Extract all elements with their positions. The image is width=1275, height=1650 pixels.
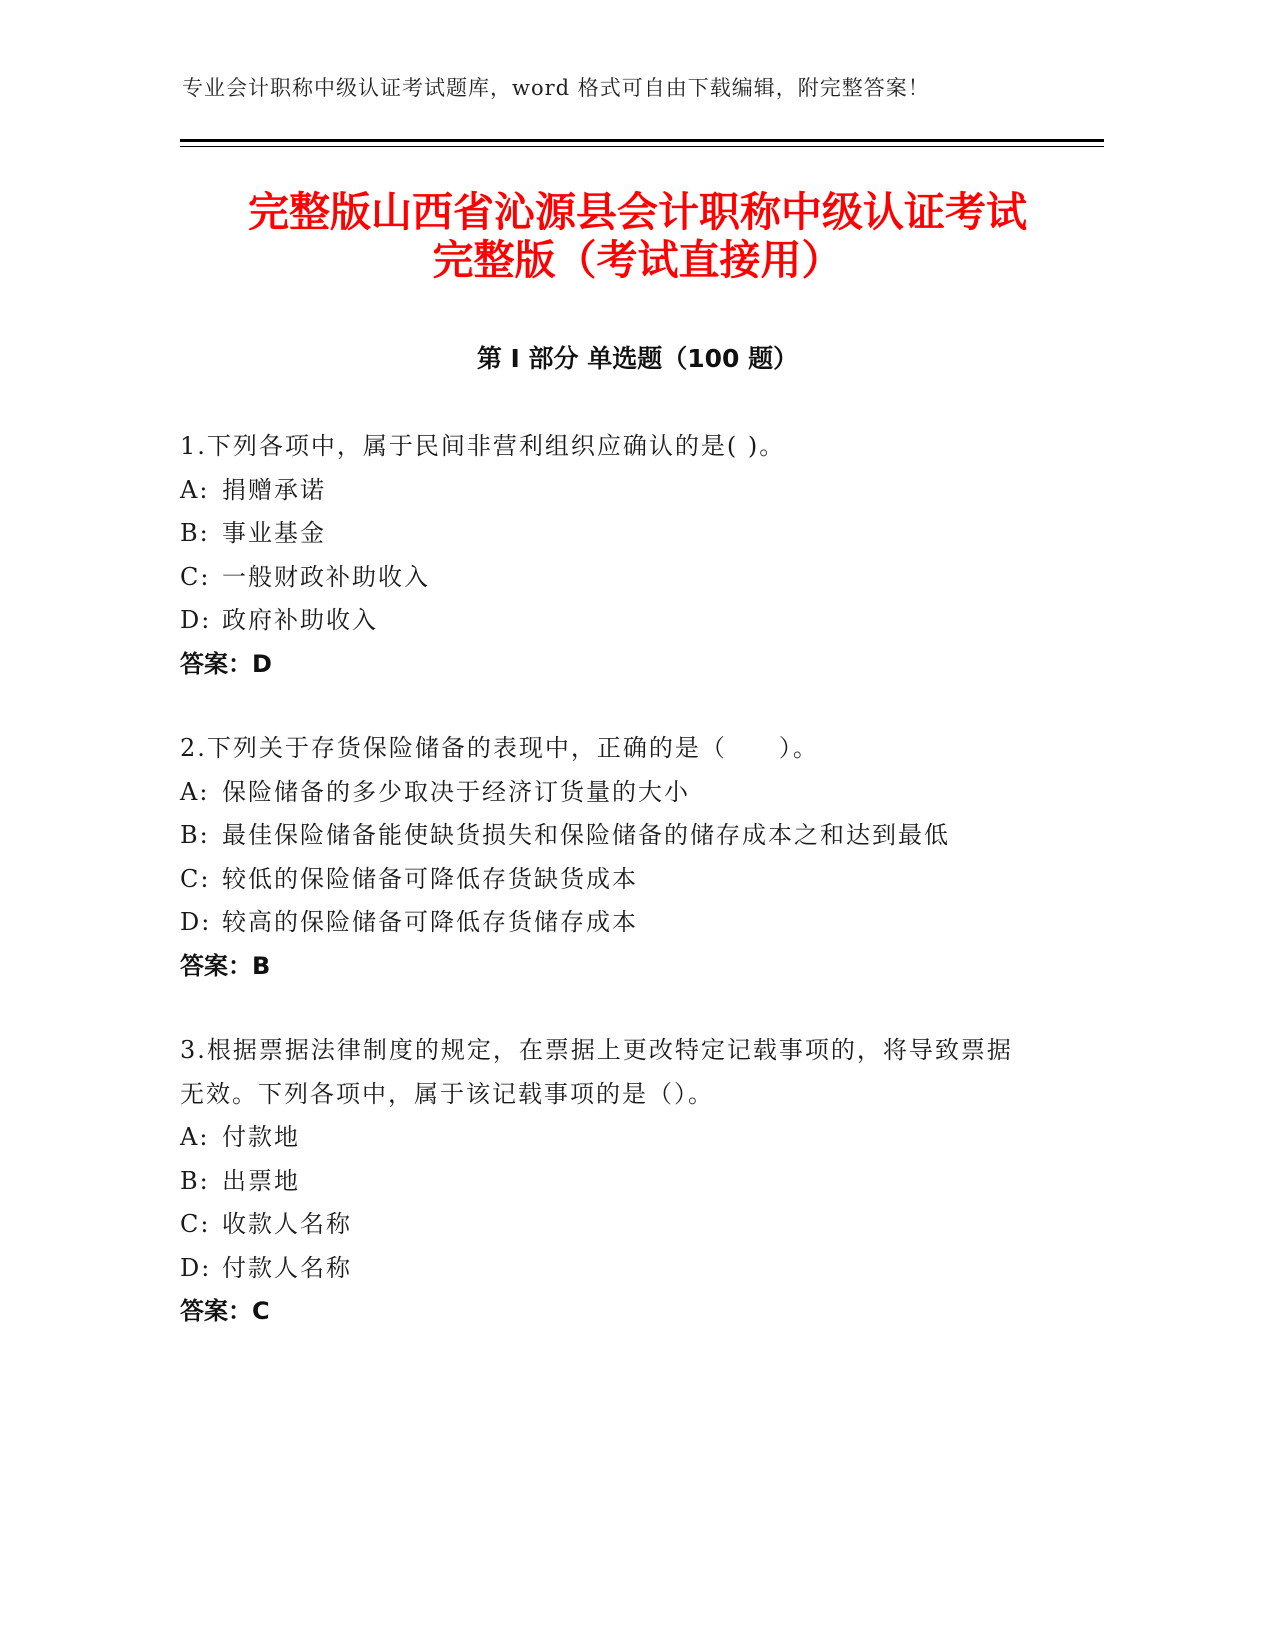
option-text: 付款地 (222, 1123, 300, 1151)
question-stem: 1.下列各项中，属于民间非营利组织应确认的是( )。 (180, 432, 786, 460)
option-key: B: (180, 1166, 210, 1195)
option-b (180, 1160, 1030, 1204)
option-d (180, 599, 1030, 643)
option-key: B: (180, 519, 210, 547)
option-key: C: (180, 1210, 211, 1238)
option-text: 事业基金 (222, 519, 326, 547)
document-title (150, 188, 1125, 284)
option-text: 出票地 (222, 1166, 300, 1195)
answer: 答案：D (180, 649, 272, 678)
option-key: A: (180, 475, 210, 504)
header-divider-thin (180, 146, 1104, 147)
question-1 (180, 425, 1030, 686)
option-text: 收款人名称 (222, 1210, 352, 1238)
option-key: A: (180, 777, 210, 806)
option-key: D: (180, 606, 212, 634)
question-stem: 2.下列关于存货保险储备的表现中，正确的是（ ）。 (180, 734, 819, 762)
question-2 (180, 727, 1030, 988)
question-stem: 3.根据票据法律制度的规定，在票据上更改特定记载事项的，将导致票据无效。下列各项中，属于该记载事项的是（）。 (180, 1036, 1013, 1108)
answer: 答案：B (180, 951, 271, 980)
option-a (180, 1116, 1030, 1160)
option-text: 捐赠承诺 (222, 475, 326, 504)
option-d (180, 901, 1030, 945)
option-key: A: (180, 1123, 210, 1151)
option-text: 政府补助收入 (222, 606, 378, 634)
option-key: C: (180, 562, 211, 591)
header-note: 专业会计职称中级认证考试题库，word 格式可自由下载编辑，附完整答案！ (182, 76, 930, 100)
option-text: 一般财政补助收入 (222, 562, 430, 591)
option-a (180, 469, 1030, 513)
answer: 答案：C (180, 1297, 270, 1325)
option-d (180, 1247, 1030, 1291)
document-title-line-2: 完整版（考试直接用） (432, 236, 843, 284)
option-a (180, 771, 1030, 815)
option-text: 保险储备的多少取决于经济订货量的大小 (222, 777, 690, 806)
option-c (180, 858, 1030, 902)
question-list (180, 425, 1030, 1375)
option-text: 最佳保险储备能使缺货损失和保险储备的储存成本之和达到最低 (222, 821, 950, 849)
option-text: 较高的保险储备可降低存货储存成本 (222, 908, 638, 936)
option-b (180, 512, 1030, 556)
option-key: B: (180, 821, 210, 849)
option-c (180, 556, 1030, 600)
document-title-line-1: 完整版山西省沁源县会计职称中级认证考试 (248, 188, 1027, 236)
option-text: 付款人名称 (222, 1253, 352, 1282)
option-key: C: (180, 864, 211, 893)
option-key: D: (180, 908, 212, 936)
option-text: 较低的保险储备可降低存货缺货成本 (222, 864, 638, 893)
option-c (180, 1203, 1030, 1247)
question-3 (180, 1029, 1030, 1334)
option-key: D: (180, 1253, 212, 1282)
header-divider-thick (180, 139, 1104, 142)
option-b (180, 814, 1030, 858)
section-heading: 第 I 部分 单选题（100 题） (476, 344, 799, 373)
